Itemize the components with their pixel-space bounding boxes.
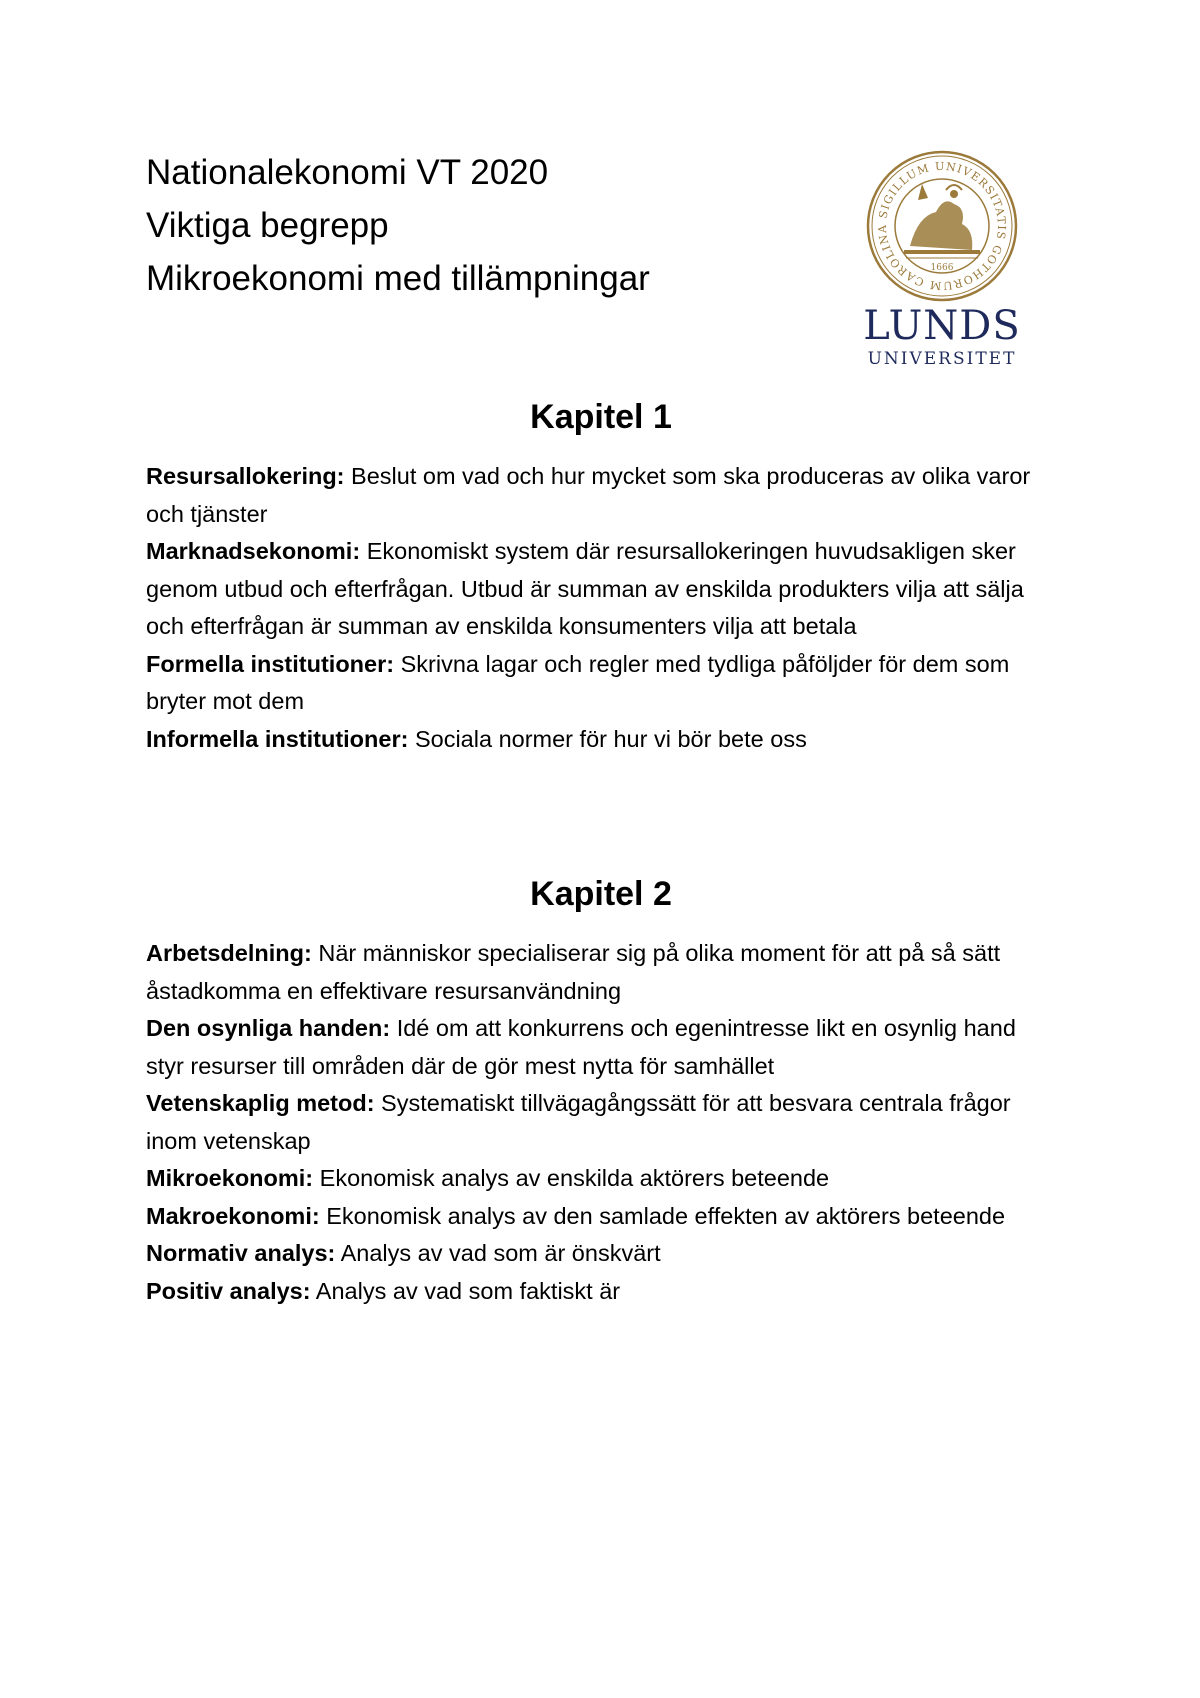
term-name: Positiv analys: — [146, 1277, 311, 1304]
document-subtitle: Viktiga begrepp — [146, 206, 389, 245]
term-entry — [146, 935, 1056, 1010]
term-entry — [146, 1235, 1056, 1273]
term-entry — [146, 1198, 1056, 1236]
term-definition: Analys av vad som är önskvärt — [335, 1240, 661, 1266]
term-list — [146, 458, 1056, 758]
term-definition: Sociala normer för hur vi bör bete oss — [408, 725, 807, 752]
term-definition: Ekonomisk analys av den samlade effekten av aktörers beteende — [319, 1202, 1006, 1229]
lund-university-logo — [858, 146, 1026, 372]
book-title: Mikroekonomi med tillämpningar — [146, 259, 650, 298]
term-definition: När människor specialiserar sig på olika moment för att på så sätt åstadkomma en effektivare resursanvändning — [146, 940, 1001, 1004]
document-header — [146, 146, 846, 305]
term-entry — [146, 1160, 1056, 1198]
term-definition: Ekonomiskt system där resursallokeringen huvudsakligen sker genom utbud och efterfrågan. Utbud är summan av enskilda produkters vilja att sälja och efterfrågan är summan av enskilda konsumenters vilja att betala — [146, 538, 1024, 639]
term-entry — [146, 458, 1056, 533]
logo-wordmark: LUNDS — [863, 303, 1021, 349]
term-name: Normativ analys: — [146, 1240, 336, 1266]
term-name: Informella institutioner: — [146, 725, 409, 752]
chapter-2 — [146, 871, 1056, 1310]
term-definition: Skrivna lagar och regler med tydliga påföljder för dem som bryter mot dem — [146, 650, 1010, 714]
seal-legend: SIGILLUM UNIVERSITATIS GOTHORUM CAROLINA — [875, 159, 1009, 293]
term-entry — [146, 1010, 1056, 1085]
term-entry — [146, 1085, 1056, 1160]
term-name: Resursallokering: — [146, 463, 345, 489]
term-definition: Systematiskt tillvägagångssätt för att besvara centrala frågor inom vetenskap — [146, 1090, 1011, 1154]
term-name: Makroekonomi: — [146, 1202, 320, 1229]
term-name: Arbetsdelning: — [146, 940, 312, 966]
logo-subwordmark: UNIVERSITET — [867, 349, 1017, 369]
term-definition: Analys av vad som faktiskt är — [310, 1277, 621, 1304]
term-name: Formella institutioner: — [146, 650, 395, 677]
term-name: Den osynliga handen: — [146, 1015, 391, 1041]
course-title: Nationalekonomi VT 2020 — [146, 153, 549, 192]
term-name: Vetenskaplig metod: — [146, 1090, 375, 1116]
university-seal-icon — [858, 146, 1026, 372]
term-entry — [146, 1273, 1056, 1311]
term-definition: Idé om att konkurrens och egenintresse likt en osynlig hand styr resurser till områden där de gör mest nytta för samhället — [146, 1015, 1016, 1079]
chapter-heading: Kapitel 2 — [530, 875, 672, 913]
term-name: Marknadsekonomi: — [146, 538, 361, 564]
chapter-heading: Kapitel 1 — [530, 398, 672, 436]
seal-year: 1666 — [930, 263, 954, 273]
term-list — [146, 935, 1056, 1310]
chapter-1 — [146, 394, 1056, 758]
term-definition: Beslut om vad och hur mycket som ska produceras av olika varor och tjänster — [146, 463, 1031, 527]
term-entry — [146, 721, 1056, 759]
term-entry — [146, 646, 1056, 721]
term-definition: Ekonomisk analys av enskilda aktörers beteende — [313, 1165, 830, 1191]
term-entry — [146, 533, 1056, 646]
term-name: Mikroekonomi: — [146, 1165, 314, 1191]
